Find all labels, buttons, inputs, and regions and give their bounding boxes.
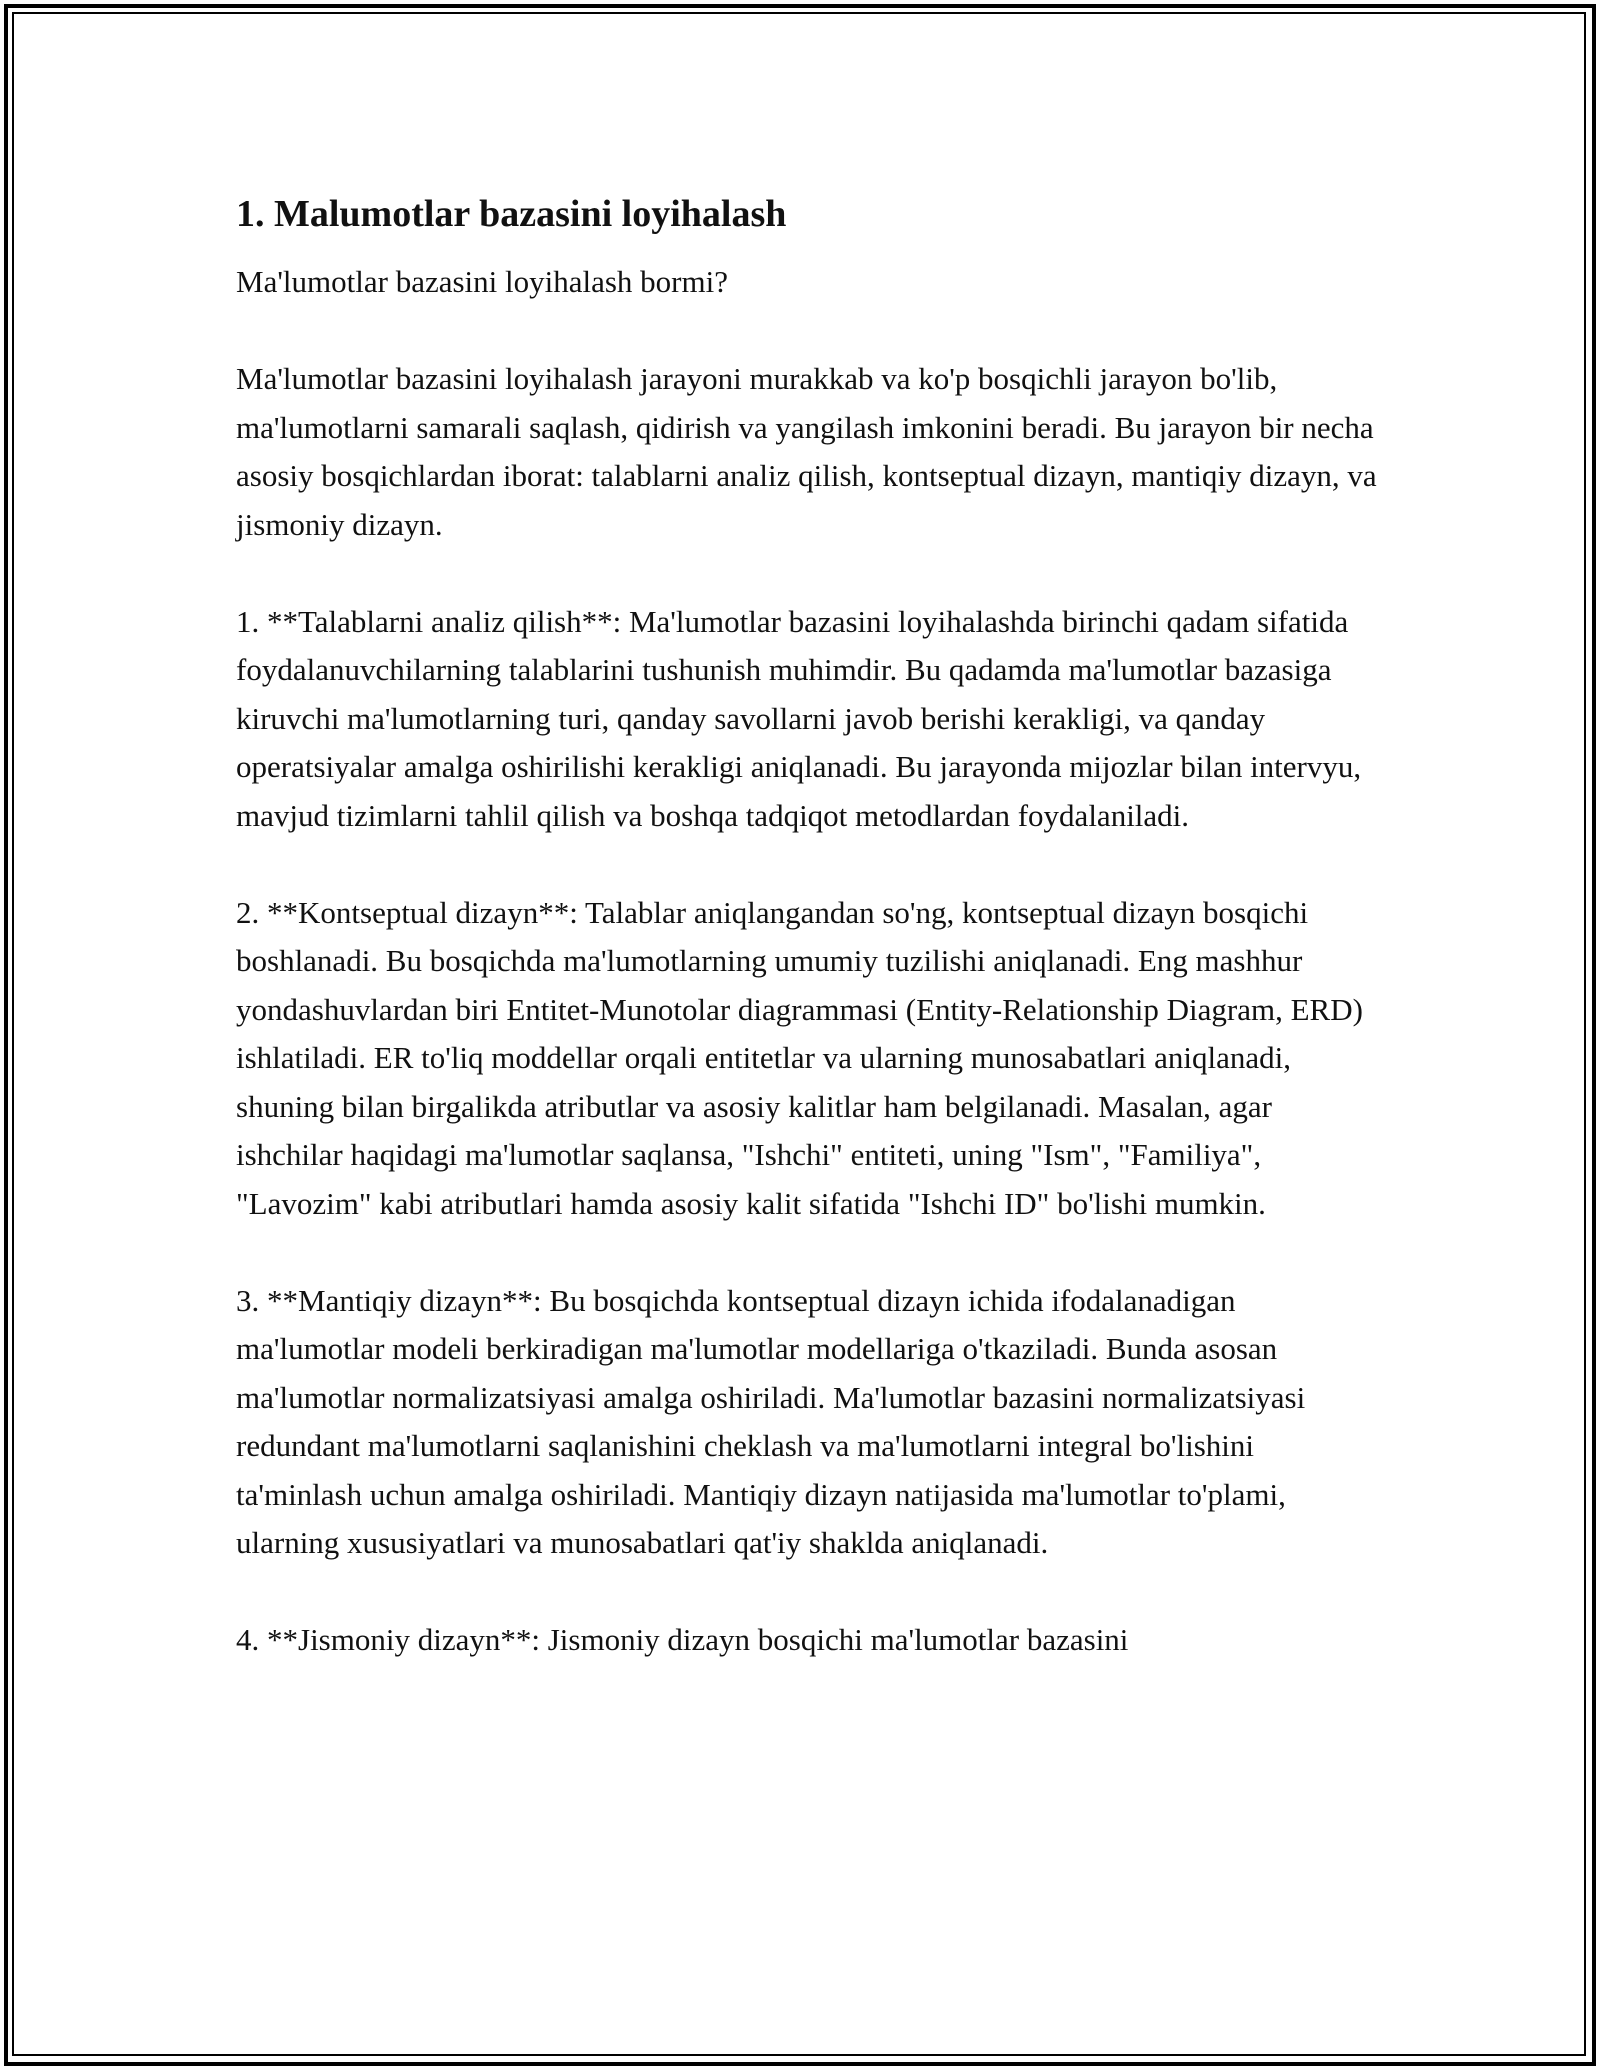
document-body xyxy=(236,186,1386,1713)
paragraph-intro: Ma'lumotlar bazasini loyihalash jarayoni murakkab va ko'p bosqichli jarayon bo'lib, ma'lumotlarni samarali saqlash, qidirish va yangilash imkonini beradi. Bu jarayon bir necha asosiy bosqichlardan iborat: talablarni analiz qilish, kontseptual dizayn, mantiqiy dizayn, va jismoniy dizayn. xyxy=(236,361,1377,542)
paragraph-question: Ma'lumotlar bazasini loyihalash bormi? xyxy=(236,264,728,299)
paragraph-requirements-analysis: 1. **Talablarni analiz qilish**: Ma'lumotlar bazasini loyihalashda birinchi qadam sifatida foydalanuvchilarning talablarini tushunish muhimdir. Bu qadamda ma'lumotlar bazasiga kiruvchi ma'lumotlarning turi, qanday savollarni javob berishi kerakligi, va qanday operatsiyalar amalga oshirilishi kerakligi aniqlanadi. Bu jarayonda mijozlar bilan intervyu, mavjud tizimlarni tahlil qilish va boshqa tadqiqot metodlardan foydalaniladi. xyxy=(236,603,1362,833)
paragraph-logical-design: 3. **Mantiqiy dizayn**: Bu bosqichda kontseptual dizayn ichida ifodalanadigan ma'lumotlar modeli berkiradigan ma'lumotlar modellariga o'tkaziladi. Bunda asosan ma'lumotlar normalizatsiyasi amalga oshiriladi. Ma'lumotlar bazasini normalizatsiyasi redundant ma'lumotlarni saqlanishini cheklash va ma'lumotlarni integral bo'lishini ta'minlash uchun amalga oshiriladi. Mantiqiy dizayn natijasida ma'lumotlar to'plami, ularning xususiyatlari va munosabatlari qat'iy shaklda aniqlanadi. xyxy=(236,1282,1306,1560)
paragraph-conceptual-design: 2. **Kontseptual dizayn**: Talablar aniqlangandan so'ng, kontseptual dizayn bosqichi boshlanadi. Bu bosqichda ma'lumotlarning umumiy tuzilishi aniqlanadi. Eng mashhur yondashuvlardan biri Entitet-Munotolar diagrammasi (Entity-Relationship Diagram, ERD) ishlatiladi. ER to'liq moddellar orqali entitetlar va ularning munosabatlari aniqlanadi, shuning bilan birgalikda atributlar va asosiy kalitlar ham belgilanadi. Masalan, agar ishchilar haqidagi ma'lumotlar saqlansa, "Ishchi" entiteti, uning "Ism", "Familiya", "Lavozim" kabi atributlari hamda asosiy kalit sifatida "Ishchi ID" bo'lishi mumkin. xyxy=(236,894,1363,1221)
paragraph-physical-design: 4. **Jismoniy dizayn**: Jismoniy dizayn bosqichi ma'lumotlar bazasini xyxy=(236,1622,1129,1657)
document-title: 1. Malumotlar bazasini loyihalash xyxy=(236,193,787,235)
